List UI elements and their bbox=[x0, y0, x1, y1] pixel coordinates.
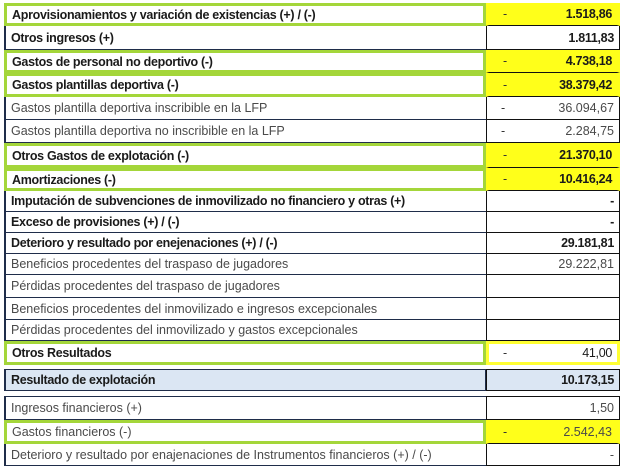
table-row-beneficios-inmovilizado bbox=[4, 298, 620, 320]
row-label: Pérdidas procedentes del inmovilizado y gastos excepcionales bbox=[4, 320, 486, 341]
negative-sign: - bbox=[501, 101, 506, 115]
row-value: 36.094,67 bbox=[558, 101, 614, 115]
negative-sign: - bbox=[503, 148, 508, 162]
table-row-beneficios-traspaso bbox=[4, 254, 620, 275]
row-label: Resultado de explotación bbox=[4, 369, 486, 391]
table-row-perdidas-inmovilizado bbox=[4, 320, 620, 341]
row-value: 4.738,18 bbox=[565, 54, 612, 68]
row-value-cell bbox=[486, 212, 620, 233]
table-row-ingresos-financieros bbox=[4, 396, 620, 420]
table-row-exceso-provisiones bbox=[4, 212, 620, 233]
row-label: Amortizaciones (-) bbox=[4, 168, 486, 191]
table-row-gastos-plantillas-deportiva bbox=[4, 73, 620, 97]
row-value: - bbox=[610, 194, 614, 208]
row-value-cell bbox=[486, 275, 620, 298]
table-row-amortizaciones bbox=[4, 168, 620, 191]
table-row-gastos-personal-no-deportivo bbox=[4, 50, 620, 73]
row-value-cell bbox=[486, 191, 620, 212]
row-label: Beneficios procedentes del traspaso de jugadores bbox=[4, 254, 486, 275]
row-value: 38.379,42 bbox=[559, 77, 612, 92]
row-label: Otros Resultados bbox=[4, 341, 486, 365]
row-label: Imputación de subvenciones de inmovilizado no financiero y otras (+) bbox=[4, 191, 486, 212]
table-row-plantilla-no-inscribible bbox=[4, 120, 620, 143]
row-value-cell bbox=[486, 420, 620, 444]
row-label: Exceso de provisiones (+) / (-) bbox=[4, 212, 486, 233]
row-label: Pérdidas procedentes del traspaso de jugadores bbox=[4, 275, 486, 298]
row-value: - bbox=[610, 215, 614, 229]
row-label: Deterioro y resultado por enajenaciones de Instrumentos financieros (+) / (-) bbox=[4, 444, 486, 466]
row-value: - bbox=[609, 447, 614, 462]
table-row-resultado-explotacion bbox=[4, 369, 620, 391]
row-value-cell bbox=[486, 73, 620, 97]
negative-sign: - bbox=[503, 424, 508, 439]
row-value: 41,00 bbox=[582, 346, 612, 360]
row-label: Gastos financieros (-) bbox=[4, 420, 486, 444]
table-row-plantilla-inscribible bbox=[4, 97, 620, 120]
row-value-cell bbox=[486, 26, 620, 50]
row-value-cell bbox=[486, 369, 620, 391]
table-row-deterioro-enajenaciones bbox=[4, 233, 620, 254]
negative-sign: - bbox=[501, 124, 506, 138]
row-value-cell bbox=[486, 120, 620, 143]
row-label: Beneficios procedentes del inmovilizado e ingresos excepcionales bbox=[4, 298, 486, 320]
table-row-gastos-financieros bbox=[4, 420, 620, 444]
table-row-otros-gastos-explotacion bbox=[4, 143, 620, 168]
row-value-cell bbox=[486, 254, 620, 275]
row-label: Gastos plantilla deportiva inscribible en la LFP bbox=[4, 97, 486, 120]
row-value: 21.370,10 bbox=[559, 148, 612, 162]
row-label: Gastos de personal no deportivo (-) bbox=[4, 50, 486, 73]
row-value-cell bbox=[486, 444, 620, 466]
negative-sign: - bbox=[503, 346, 508, 360]
row-label: Gastos plantilla deportiva no inscribible en la LFP bbox=[4, 120, 486, 143]
row-value: 2.542,43 bbox=[563, 424, 612, 439]
negative-sign: - bbox=[503, 172, 508, 186]
negative-sign: - bbox=[503, 54, 508, 68]
row-value-cell bbox=[486, 97, 620, 120]
negative-sign: - bbox=[503, 77, 508, 92]
table-row-imputacion-subvenciones bbox=[4, 191, 620, 212]
table-row-otros-ingresos bbox=[4, 26, 620, 50]
table-row-deterioro-instrumentos-financieros bbox=[4, 444, 620, 466]
row-value: 1.518,86 bbox=[565, 7, 612, 21]
row-value-cell bbox=[486, 3, 620, 26]
row-value: 1.811,83 bbox=[568, 30, 614, 45]
row-label: Gastos plantillas deportiva (-) bbox=[4, 73, 486, 97]
table-row-perdidas-traspaso bbox=[4, 275, 620, 298]
row-value-cell bbox=[486, 396, 620, 420]
row-value-cell bbox=[486, 233, 620, 254]
row-value: 2.284,75 bbox=[565, 124, 614, 138]
row-label: Otros ingresos (+) bbox=[4, 26, 486, 50]
row-label: Deterioro y resultado por enejenaciones (+) / (-) bbox=[4, 233, 486, 254]
negative-sign: - bbox=[503, 7, 508, 21]
row-value-cell bbox=[486, 143, 620, 168]
row-value-cell bbox=[486, 50, 620, 73]
table-row-otros-resultados bbox=[4, 341, 620, 365]
table-row-aprovisionamientos bbox=[4, 3, 620, 26]
row-value-cell bbox=[486, 320, 620, 341]
row-value-cell bbox=[486, 298, 620, 320]
row-value: 1,50 bbox=[589, 401, 614, 415]
row-value: 29.222,81 bbox=[558, 257, 614, 271]
row-value-cell bbox=[486, 341, 620, 365]
row-value: 10.173,15 bbox=[561, 373, 614, 387]
row-label: Ingresos financieros (+) bbox=[4, 396, 486, 420]
row-value-cell bbox=[486, 168, 620, 191]
row-label: Aprovisionamientos y variación de existencias (+) / (-) bbox=[4, 3, 486, 26]
row-label: Otros Gastos de explotación (-) bbox=[4, 143, 486, 168]
row-value: 29.181,81 bbox=[561, 236, 614, 250]
row-value: 10.416,24 bbox=[559, 172, 612, 186]
